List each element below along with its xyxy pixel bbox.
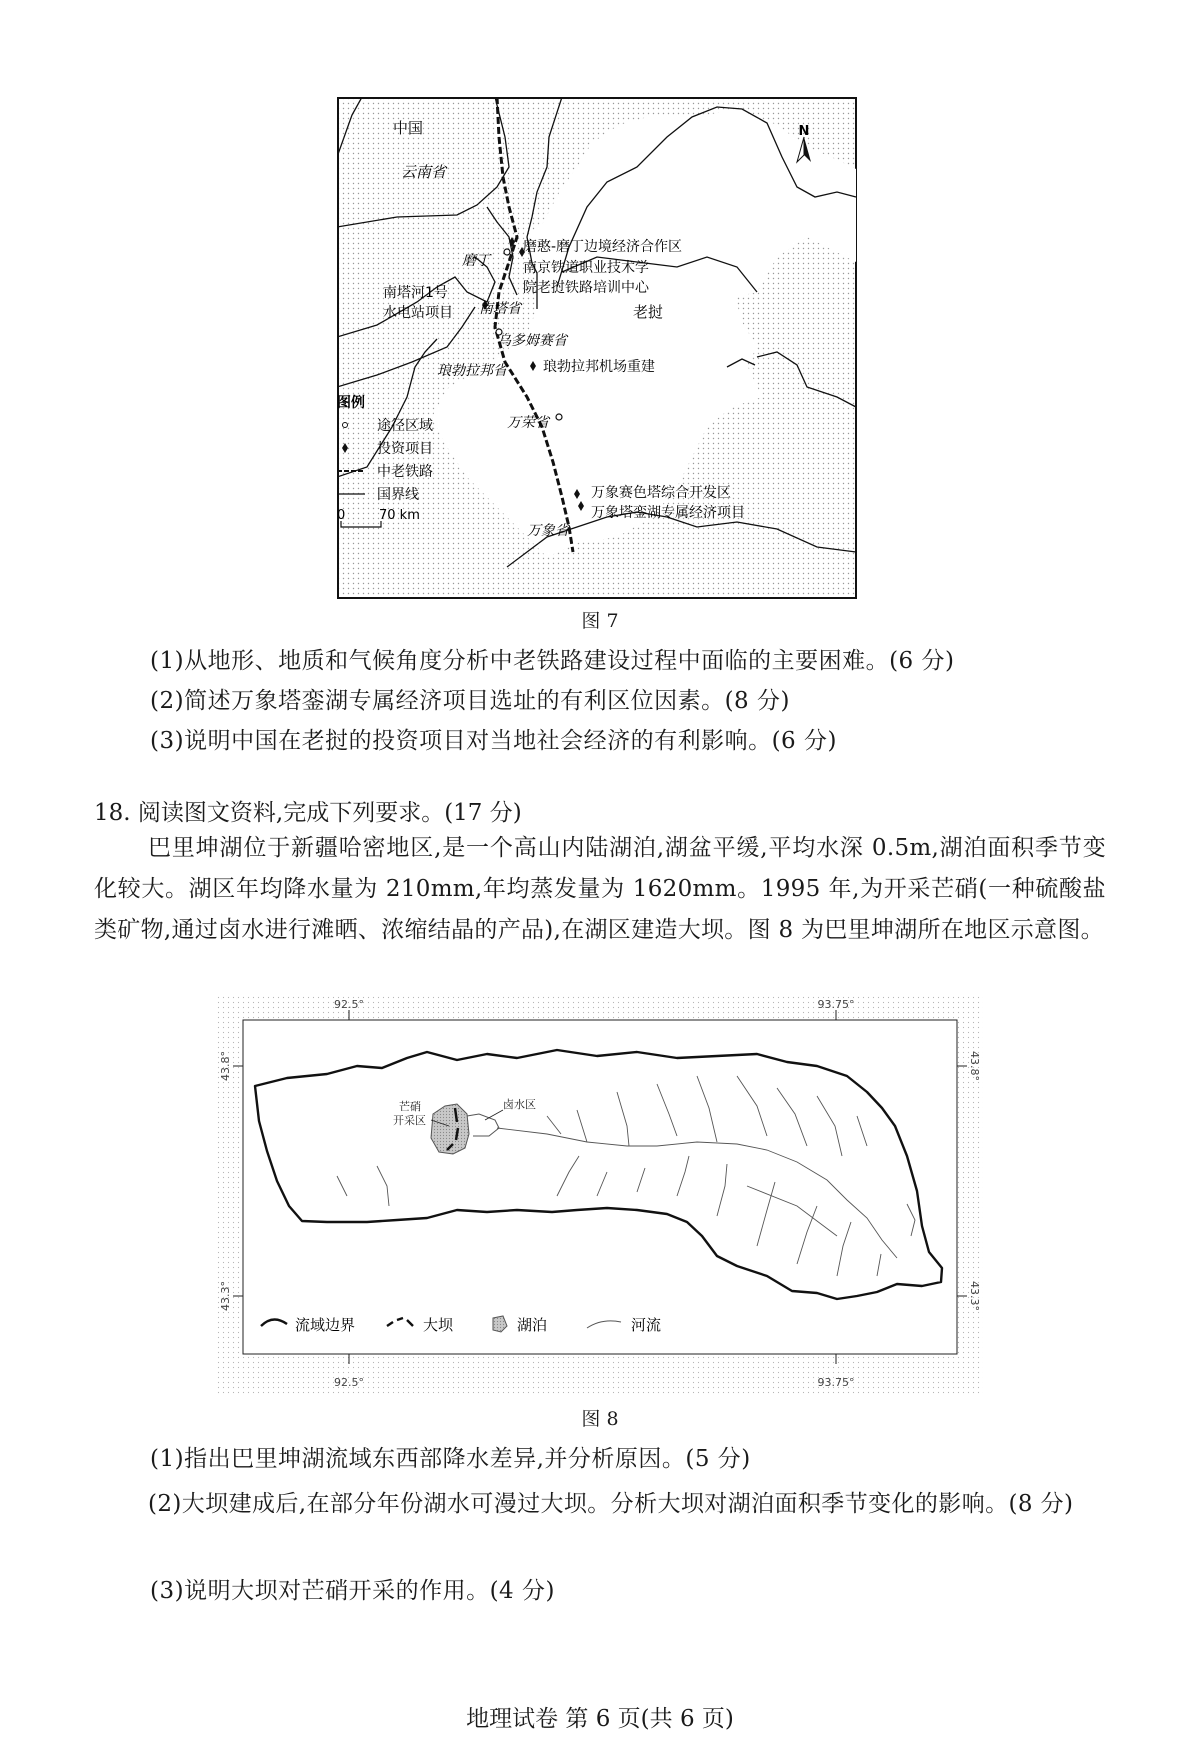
figure7-caption: 图 7 (581, 610, 619, 632)
label-mohan-zone: 磨憨-磨丁边境经济合作区 (523, 239, 683, 255)
lat-label: 43.3° (968, 1281, 981, 1311)
legend-item: 中老铁路 (377, 464, 433, 480)
label-oudomxay: 乌多姆赛省 (497, 333, 567, 349)
lat-label: 43.8° (968, 1051, 981, 1081)
label-namtha-2: 水电站项目 (383, 305, 453, 321)
legend-item: 途径区域 (377, 418, 433, 434)
scale-zero: 0 (337, 508, 346, 523)
question-18-3: (3)说明大坝对芒硝开采的作用。(4 分) (150, 1578, 555, 1604)
legend-item: 湖泊 (517, 1316, 548, 1334)
label-mine-1: 芒硝 (399, 1100, 421, 1113)
legend-item: 投资项目 (377, 441, 433, 457)
lon-label: 92.5° (334, 998, 364, 1011)
question-17-1: (1)从地形、地质和气候角度分析中老铁路建设过程中面临的主要困难。(6 分) (150, 648, 955, 674)
legend-item: 国界线 (377, 487, 419, 503)
route-point (504, 249, 510, 255)
label-nanjing-1: 南京铁道职业技术学 (523, 260, 649, 276)
scale-km: 70 km (379, 508, 420, 523)
label-laos: 老挝 (633, 303, 664, 321)
label-vientiane-prov: 万象省 (527, 523, 569, 539)
route-area-icon (343, 423, 348, 428)
legend-item: 河流 (631, 1316, 662, 1334)
lon-label: 93.75° (817, 1376, 855, 1389)
question-18-title: 18. 阅读图文资料,完成下列要求。(17 分) (94, 800, 522, 826)
label-luang-airport: 琅勃拉邦机场重建 (543, 359, 655, 375)
question-17-3: (3)说明中国在老挝的投资项目对当地社会经济的有利影响。(6 分) (150, 728, 837, 754)
label-mine-2: 开采区 (393, 1114, 426, 1127)
question-18-1: (1)指出巴里坤湖流域东西部降水差异,并分析原因。(5 分) (150, 1446, 751, 1472)
label-luang-prov: 琅勃拉邦省 (437, 363, 507, 379)
label-brine: 卤水区 (503, 1098, 536, 1111)
figure8-map (217, 996, 983, 1396)
figure8-caption: 图 8 (581, 1408, 619, 1430)
label-nanjing-2: 院老挝铁路培训中心 (523, 280, 649, 296)
label-vientiane-2: 万象塔銮湖专属经济项目 (591, 505, 745, 521)
label-namtha-prov: 南塔省 (479, 301, 521, 317)
north-label: N (798, 124, 810, 139)
label-vangvieng: 万荣省 (507, 415, 549, 431)
lat-label: 43.8° (219, 1051, 232, 1081)
question-18-2: (2)大坝建成后,在部分年份湖水可漫过大坝。分析大坝对湖泊面积季节变化的影响。(8 分) (148, 1491, 1074, 1517)
question-17-2: (2)简述万象塔銮湖专属经济项目选址的有利区位因素。(8 分) (150, 688, 790, 714)
route-point (556, 414, 562, 420)
label-vientiane-1: 万象赛色塔综合开发区 (591, 485, 731, 501)
question-18-paragraph: 巴里坤湖位于新疆哈密地区,是一个高山内陆湖泊,湖盆平缓,平均水深 0.5m,湖泊面积季节变化较大。湖区年均降水量为 210mm,年均蒸发量为 1620mm。1995 年,为开采芒硝(一种硫酸盐类矿物,通过卤水进行滩晒、浓缩结晶的产品),在湖区建造大坝。图 8 为巴里坤湖所在地区示意图。 (94, 835, 1106, 943)
lat-label: 43.3° (219, 1281, 232, 1311)
label-yunnan: 云南省 (401, 163, 447, 181)
page-footer: 地理试卷 第 6 页(共 6 页) (466, 1706, 734, 1732)
lon-label: 93.75° (817, 998, 855, 1011)
legend-item: 流域边界 (295, 1316, 356, 1334)
label-china: 中国 (393, 119, 424, 137)
map8-frame (243, 1020, 957, 1354)
label-boten: 磨丁 (462, 253, 490, 269)
figure7-map (337, 97, 857, 599)
lon-label: 92.5° (334, 1376, 364, 1389)
legend-title: 图例 (337, 395, 365, 411)
label-namtha-1: 南塔河1号 (383, 285, 448, 301)
legend-item: 大坝 (423, 1316, 454, 1334)
